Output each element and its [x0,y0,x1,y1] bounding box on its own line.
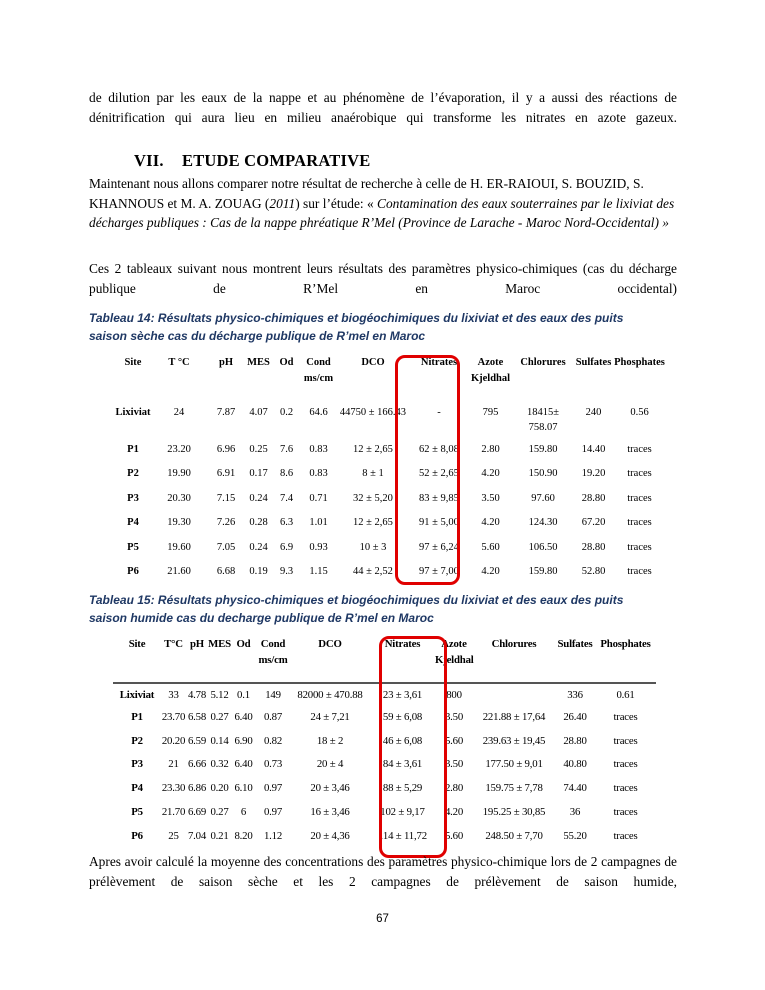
t14-cell: 44750 ± 166.43 [339,407,407,418]
t14-cell: 7.87 [216,407,236,418]
t15-cell: 6 [240,806,247,819]
t14-cell: 7.15 [216,492,236,504]
t15-cell: 0.27 [210,806,229,819]
t14-cell: 3.50 [481,492,500,504]
t15-cell: 21 [168,758,179,771]
t15-cell: 0.82 [263,734,283,747]
t14-cell: traces [627,541,652,553]
t15-header-cell: MES [208,638,231,650]
t14-cell: 32 ± 5,20 [353,492,393,504]
t15-cell: traces [613,734,638,747]
t15-cell: 149 [256,683,290,705]
t15-cell: 0.61 [595,683,656,705]
t14-header-cell: Nitrates [420,357,458,368]
t14-cell: 12 ± 2,65 [353,517,393,529]
t15-header-cell: Cond ms/cm [258,638,288,666]
t15-cell: 6.10 [234,782,253,795]
t14-cell: 83 ± 9,85 [419,492,459,504]
t15-cell: 20 ± 4 [316,758,344,771]
t14-header-cell: Phosphates [614,357,665,368]
t15-cell: P6 [131,829,143,842]
t15-cell: 0.97 [263,782,283,795]
t14-row [115,535,665,560]
t15-cell: traces [613,782,638,795]
intro-paragraph: de dilution par les eaux de la nappe et au phénomène de l’évaporation, il y a aussi des réactions de dénitrification qui aura lieu en milieu anaérobique qui transforme les nitrates en azote gazeux. [89,90,677,125]
t15-cell: 55.20 [563,829,587,842]
t15-cell: 5.60 [444,734,464,747]
table15-caption-line2: saison humide cas du decharge publique de R’mel en Maroc [89,611,434,625]
t15-cell: 6.59 [187,734,207,747]
t15-header-cell: Od [236,638,251,650]
t14-cell: 21.60 [167,566,191,578]
t15-cell: 4.78 [186,683,208,705]
t15-header-cell: Site [128,638,146,650]
t15-cell: 6.86 [187,782,207,795]
t14-row [115,560,665,585]
t15-cell: 20 ± 4,36 [310,829,350,842]
t15-cell: 23.30 [161,782,186,795]
t14-cell: 6.9 [279,541,294,553]
t14-cell: P3 [127,492,139,504]
t14-cell: 52 ± 2,65 [419,468,459,480]
section-number: VII. [134,151,164,170]
t15-cell: 20 ± 3,46 [310,782,350,795]
study-title: Contamination des eaux souterraines par le lixiviat des décharges publiques : Cas de la nappe phréatique R’Mel (Province de Larache - Maroc Nord-Occidental) » [89,195,675,230]
t14-cell: 44 ± 2,52 [353,566,393,578]
comparison-text-before: Maintenant nous allons comparer notre résultat de recherche à celle de H. ER-RAIOUI, S. BOUZID, S. KHANNOUS et M. A. ZOUAG ( [89,176,644,211]
t15-cell: 0.1 [231,683,256,705]
t15-cell: 6.40 [234,710,253,723]
t15-cell: traces [613,806,638,819]
t14-cell: 240 [585,407,602,418]
t15-cell: 114 ± 11,72 [378,829,427,842]
t15-cell: 7.04 [187,829,207,842]
t15-cell: 24 ± 7,21 [310,710,350,723]
t15-cell: 1.12 [263,829,283,842]
t14-cell: 150.90 [528,468,558,480]
t15-cell: 248.50 ± 7,70 [485,829,543,842]
table14-caption-line1: Tableau 14: Résultats physico-chimiques et biogéochimiques du lixiviat et des eaux des puits [89,311,624,325]
t15-header-cell: DCO [318,638,342,650]
t15-header-cell: Chlorures [491,638,537,650]
t15-header-cell: Sulfates [557,638,593,650]
t15-cell [473,683,555,705]
comparison-text-after: ) sur l’étude: « [295,195,378,211]
t15-cell: traces [613,710,638,723]
t14-cell: 64.6 [309,407,328,418]
t15-cell: P2 [131,734,143,747]
section-title: ETUDE COMPARATIVE [182,151,371,170]
t15-cell: 0.87 [263,710,283,723]
t15-cell: 336 [555,683,595,705]
table14 [115,355,665,584]
t15-cell: 23 ± 3,61 [370,683,435,705]
page-number: 67 [376,913,389,925]
t15-cell: P1 [131,710,143,723]
t15-cell: 84 ± 3,61 [382,758,423,771]
t15-cell: 0.14 [210,734,229,747]
t14-cell: P6 [127,566,139,578]
t14-cell: 91 ± 5,00 [419,517,459,529]
t15-cell: 6.69 [187,806,207,819]
t14-cell: 7.26 [216,517,236,529]
t15-cell: 28.80 [563,734,587,747]
comparison-year: 2011 [269,195,296,211]
t14-cell: 0.56 [630,407,649,418]
t14-cell: 124.30 [528,517,558,529]
section-heading [134,151,370,171]
t14-cell: 19.60 [167,541,191,553]
t14-cell: 97 ± 7,00 [419,566,459,578]
t15-cell: 82000 ± 470.88 [290,683,370,705]
t14-cell: 0.83 [309,468,328,480]
t15-cell: 0.21 [210,829,229,842]
t15-cell: 6.40 [234,758,253,771]
t14-header-cell: Chlorures [520,357,566,368]
t14-row [115,486,665,511]
conclusion-paragraph: Apres avoir calculé la moyenne des concentrations des paramètres physico-chimique lors de 2 campagnes de prélèvement de saison sèche et les 2 campagnes de prélèvement de saison humide, [89,854,677,889]
t15-cell: 159.75 ± 7,78 [485,782,543,795]
t14-cell: 6.91 [216,468,236,480]
t14-cell: 0.17 [249,468,268,480]
t15-header-cell: Nitrates [384,638,421,650]
t15-cell: 36 [569,806,581,819]
t15-cell: 18 ± 2 [316,734,344,747]
t15-cell: 6.90 [234,734,253,747]
t15-cell: 195.25 ± 30,85 [482,806,546,819]
t14-cell: 159.80 [528,566,558,578]
t14-cell: 97.60 [531,492,555,504]
t14-cell: 0.24 [249,492,268,504]
t14-cell: traces [627,468,652,480]
t15-cell: 239.63 ± 19,45 [482,734,546,747]
t15-cell: 20.20 [161,734,186,747]
t14-row [115,399,665,437]
t15-header-cell: T°C [164,638,183,650]
t14-cell: 19.90 [167,468,191,480]
t14-cell: 28.80 [581,541,606,553]
t14-cell: 10 ± 3 [359,541,387,553]
t14-cell: traces [627,492,652,504]
t14-cell: 7.05 [216,541,236,553]
t15-header-cell: Phosphates [600,638,651,650]
t14-row [115,462,665,487]
t15-cell: 16 ± 3,46 [310,806,350,819]
t14-header-cell: T °C [168,357,190,368]
t14-cell: 159.80 [528,443,558,455]
t14-header-cell: Od [279,357,294,368]
t14-cell: 23.20 [167,443,191,455]
t15-header-cell: Azote Kjeldhal [435,638,474,666]
t14-cell: 9.3 [279,566,294,578]
t15-cell: 221.88 ± 17,64 [482,710,546,723]
t15-cell: 0.32 [210,758,229,771]
t14-header-cell: Site [124,357,142,368]
t15-cell: Lixiviat [113,683,161,705]
table15-nitrates-highlight [379,636,447,858]
t14-header-cell: pH [218,357,233,368]
table14-caption-line2: saison sèche cas du décharge publique de R’mel en Maroc [89,329,426,343]
t14-cell: 52.80 [581,566,606,578]
t14-cell: 14.40 [581,443,606,455]
t15-cell: traces [613,758,638,771]
t14-cell: 0.24 [249,541,268,553]
t15-cell: 21.70 [161,806,186,819]
t15-cell: P3 [131,758,143,771]
t15-cell: 0.20 [210,782,229,795]
t15-cell: 6.58 [187,710,207,723]
t14-cell: 24 [173,407,185,418]
t15-cell: 40.80 [563,758,587,771]
t15-cell: 800 [435,683,473,705]
t14-cell: 8.6 [279,468,294,480]
t14-header-cell: DCO [361,357,385,368]
t14-cell: 6.96 [216,443,236,455]
t15-cell: 4.20 [444,806,464,819]
t14-cell: traces [627,517,652,529]
t14-cell: 0.28 [249,517,268,529]
t15-cell: 33 [161,683,186,705]
t15-cell: 0.73 [263,758,283,771]
t14-header-cell: Cond ms/cm [303,357,334,384]
t14-cell: 62 ± 8,08 [419,443,459,455]
t14-header-cell: Sulfates [575,357,612,368]
comparison-paragraph [89,174,677,233]
t14-cell: 19.20 [581,468,606,480]
t15-cell: 74.40 [563,782,587,795]
t15-cell: 3.50 [444,758,464,771]
t14-cell: 6.68 [216,566,236,578]
t14-cell: 4.20 [481,468,500,480]
t15-cell: P4 [131,782,143,795]
t15-cell: 59 ± 6,08 [382,710,423,723]
t14-cell: P1 [127,443,139,455]
t14-cell: 106.50 [528,541,558,553]
t14-cell: 7.6 [279,443,294,455]
t14-cell: 6.3 [279,517,294,529]
t15-cell: 88 ± 5,29 [382,782,423,795]
t14-cell: 795 [482,407,499,418]
table15-caption [89,591,679,627]
t14-cell: 0.2 [279,407,294,418]
t15-cell: traces [613,829,638,842]
t14-cell: 1.01 [309,517,328,529]
t15-cell: 46 ± 6,08 [382,734,423,747]
t14-cell: 0.83 [309,443,328,455]
t15-header-cell: pH [189,638,204,650]
t15-cell: 8.20 [234,829,253,842]
t14-header-cell: Azote Kjeldhal [470,357,511,384]
t15-cell: 2.80 [444,782,464,795]
t15-cell: 102 ± 9,17 [380,806,425,819]
t14-cell: 4.07 [249,407,268,418]
t14-header-cell: MES [247,357,270,368]
t15-cell: 6.66 [187,758,207,771]
t14-cell: 0.25 [249,443,268,455]
tables-intro-paragraph: Ces 2 tableaux suivant nous montrent leurs résultats des paramètres physico-chimiques (cas du décharge publique de R’Mel en Maroc occidental) [89,261,677,296]
t14-cell: P2 [127,468,139,480]
t14-row [115,511,665,536]
t14-cell: 7.4 [279,492,294,504]
t15-cell: 0.97 [263,806,283,819]
t15-cell: 3.50 [444,710,464,723]
t14-cell: P4 [127,517,139,529]
t14-cell: 1.15 [309,566,328,578]
t15-cell: P5 [131,806,143,819]
t14-cell: 0.19 [249,566,268,578]
table14-nitrates-highlight [395,355,460,585]
table14-header-row [115,355,665,399]
t14-cell: 97 ± 6,24 [419,541,459,553]
table15-caption-line1: Tableau 15: Résultats physico-chimiques et biogéochimiques du lixiviat et des eaux des puits [89,593,624,607]
t15-cell: 177.50 ± 9,01 [485,758,543,771]
t14-cell: traces [627,566,652,578]
t15-cell: 5.12 [208,683,231,705]
t14-row [115,437,665,462]
t14-cell: 19.30 [167,517,191,529]
t14-cell: - [437,407,441,418]
t14-cell: 2.80 [481,443,500,455]
t14-cell: Lixiviat [115,407,151,418]
t15-cell: 23.70 [161,710,186,723]
t14-cell: P5 [127,541,139,553]
t14-cell: 20.30 [167,492,191,504]
t14-cell: 0.71 [309,492,328,504]
t15-cell: 5.60 [444,829,464,842]
t14-cell: traces [627,443,652,455]
t14-cell: 8 ± 1 [362,468,384,480]
t14-cell: 5.60 [481,541,500,553]
table14-caption [89,309,679,345]
t14-cell: 0.93 [309,541,328,553]
t14-cell: 12 ± 2,65 [353,443,393,455]
t14-cell: 4.20 [481,566,500,578]
t14-cell: 28.80 [581,492,606,504]
t14-cell: 4.20 [481,517,500,529]
t14-cell: 67.20 [581,517,606,529]
t15-cell: 26.40 [563,710,587,723]
t15-cell: 0.27 [210,710,229,723]
t14-cell: 18415± 758.07 [526,407,559,433]
t15-cell: 25 [168,829,179,842]
